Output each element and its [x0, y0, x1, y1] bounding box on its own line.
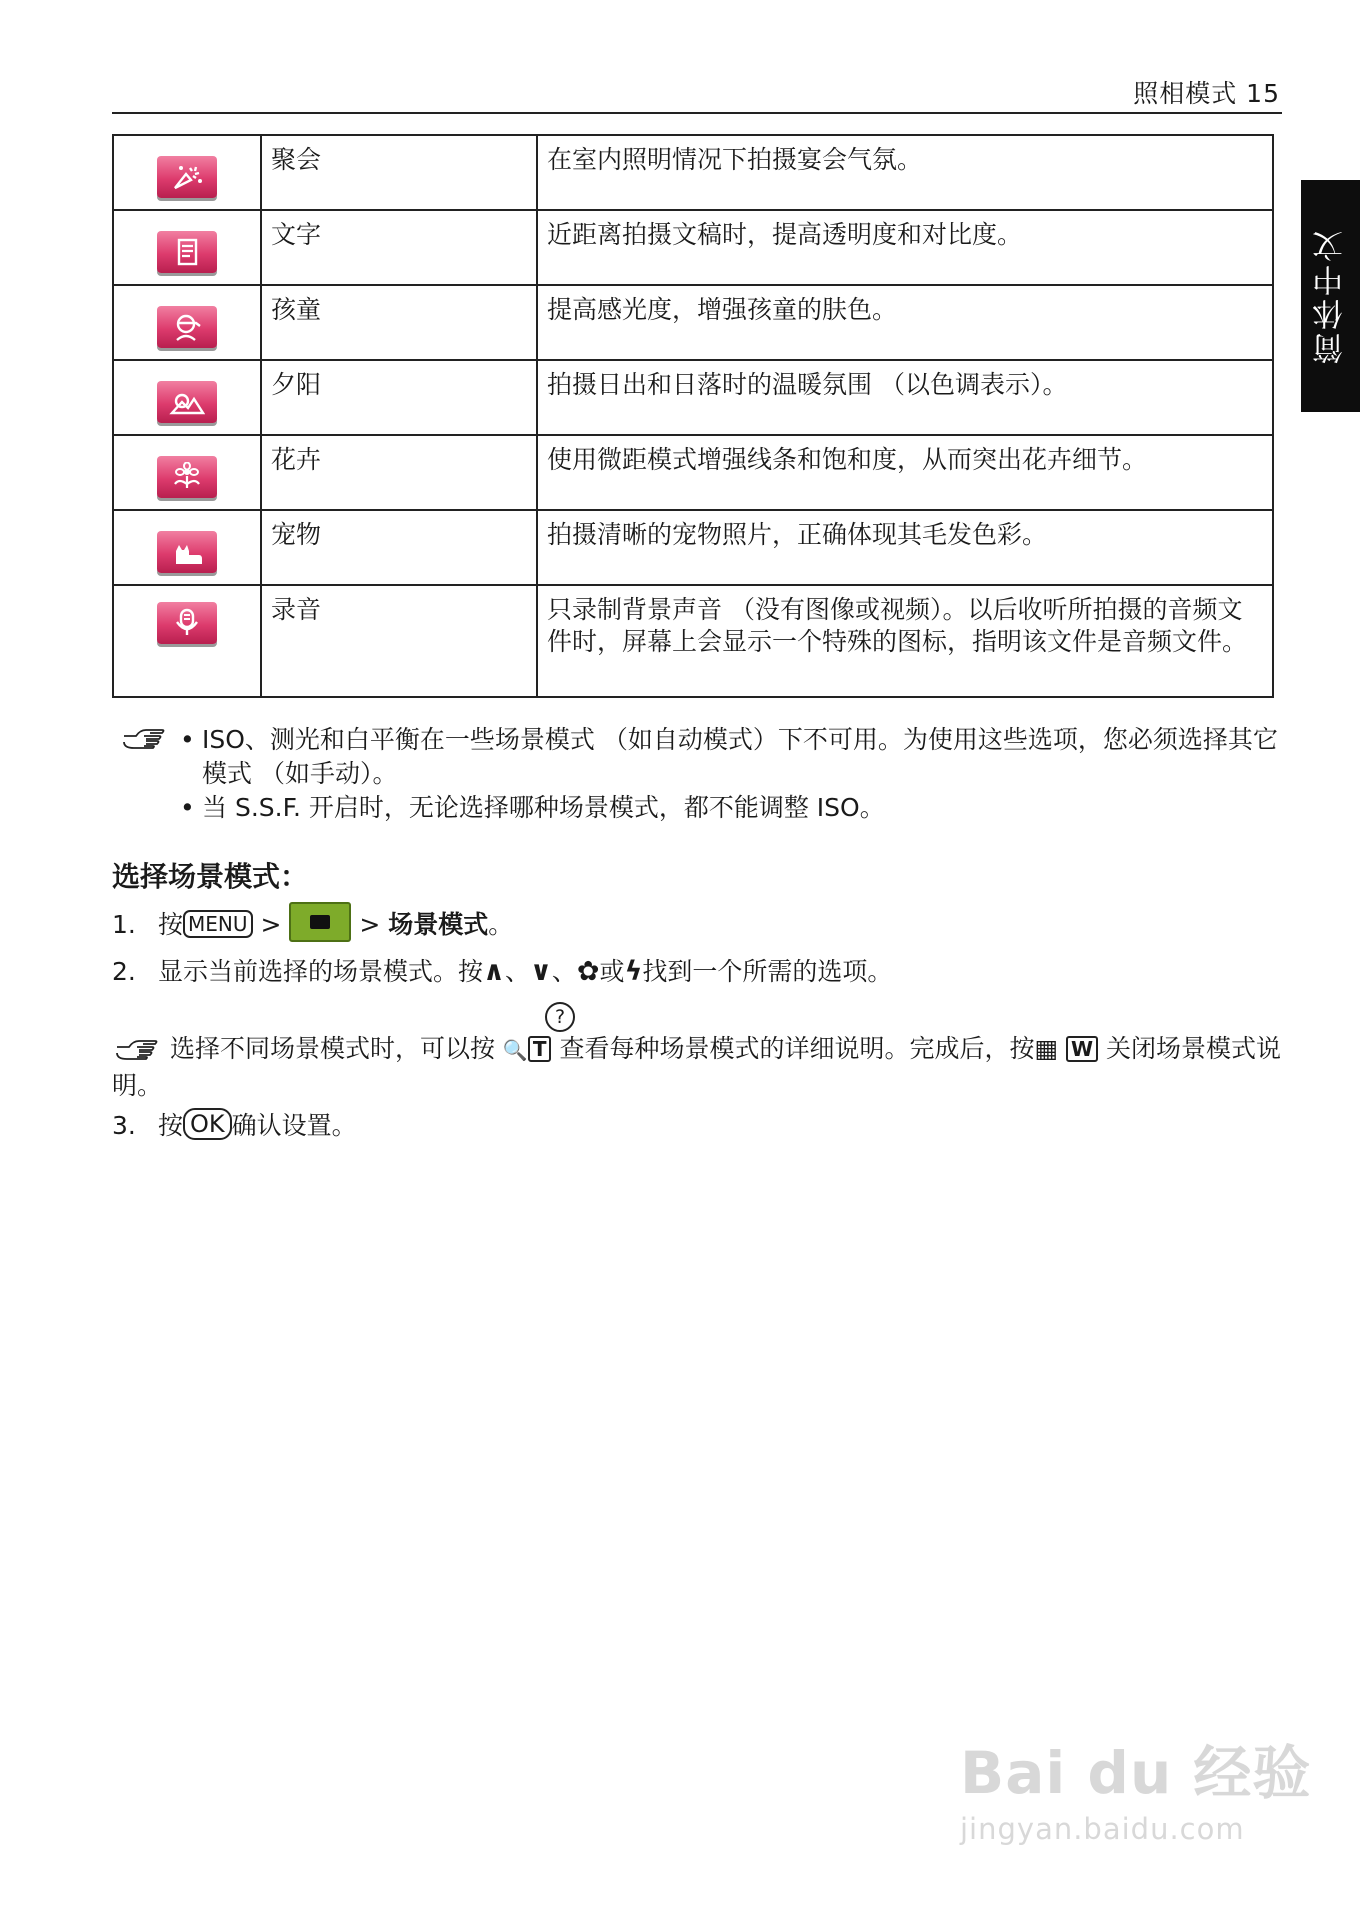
w-key-icon: W — [1066, 1036, 1098, 1062]
scene-description: 提高感光度，增强孩童的肤色。 — [537, 285, 1273, 360]
watermark-site: jingyan.baidu.com — [960, 1812, 1245, 1846]
table-row — [113, 435, 1273, 510]
flower-icon — [157, 456, 217, 498]
watermark — [960, 1726, 1311, 1846]
microphone-icon — [157, 602, 217, 644]
scene-description: 只录制背景声音 （没有图像或视频）。以后收听所拍摄的音频文件时，屏幕上会显示一个特殊的图标，指明该文件是音频文件。 — [537, 585, 1273, 697]
step-1: 1. 按 MENU > > 场景模式。 — [112, 902, 513, 943]
ok-key-icon: OK — [183, 1108, 232, 1140]
scene-name: 聚会 — [261, 135, 537, 210]
step-number: 2. — [112, 957, 136, 986]
scene-mode-target: 场景模式 — [388, 910, 489, 939]
table-row — [113, 285, 1273, 360]
party-icon — [157, 156, 217, 198]
tip-block: 选择不同场景模式时，可以按 🔍 T 查看每种场景模式的详细说明。完成后，按▦ W 关闭场景模式说明。 — [112, 1034, 1282, 1100]
step-2: 2. 显示当前选择的场景模式。按∧、∨、✿或ϟ找到一个所需的选项。 — [112, 954, 892, 990]
scene-mode-table — [112, 134, 1274, 698]
help-icon: ? — [545, 1002, 575, 1032]
note-list — [112, 723, 1282, 825]
scene-description: 近距离拍摄文稿时，提高透明度和对比度。 — [537, 210, 1273, 285]
scene-name: 宠物 — [261, 510, 537, 585]
scene-name: 花卉 — [261, 435, 537, 510]
grid-icon: ▦ — [1034, 1034, 1059, 1063]
pet-icon — [157, 531, 217, 573]
watermark-brand: Bai du 经验 — [960, 1739, 1312, 1807]
pointing-hand-icon — [122, 727, 166, 749]
zoom-icon: 🔍 — [502, 1038, 528, 1062]
sunset-icon — [157, 381, 217, 423]
scene-name: 文字 — [261, 210, 537, 285]
down-arrow-icon: ∨ — [529, 956, 552, 987]
text-icon — [157, 231, 217, 273]
scene-description: 拍摄日出和日落时的温暖氛围 （以色调表示）。 — [537, 360, 1273, 435]
scene-name: 夕阳 — [261, 360, 537, 435]
table-row — [113, 510, 1273, 585]
language-tab — [1301, 180, 1360, 412]
note-item: • 当 S.S.F. 开启时，无论选择哪种场景模式，都不能调整 ISO。 — [180, 791, 1282, 825]
camera-mode-icon — [289, 902, 351, 942]
scene-name: 孩童 — [261, 285, 537, 360]
menu-key-icon: MENU — [183, 910, 253, 938]
pointing-hand-icon — [112, 1038, 162, 1060]
language-tab-label: 简体中文 — [1313, 228, 1349, 364]
table-row — [113, 135, 1273, 210]
note-block — [112, 723, 1282, 825]
table-row — [113, 360, 1273, 435]
step-3: 3. 按 OK 确认设置。 — [112, 1108, 357, 1144]
child-icon — [157, 306, 217, 348]
scene-description: 使用微距模式增强线条和饱和度，从而突出花卉细节。 — [537, 435, 1273, 510]
table-row — [113, 210, 1273, 285]
page-header-title: 照相模式 15 — [1133, 79, 1280, 108]
scene-description: 拍摄清晰的宠物照片，正确体现其毛发色彩。 — [537, 510, 1273, 585]
up-arrow-icon: ∧ — [483, 956, 505, 987]
flash-icon: ϟ — [624, 956, 643, 987]
header-rule — [112, 112, 1282, 114]
t-key-icon: T — [528, 1036, 552, 1062]
section-heading: 选择场景模式： — [112, 860, 309, 893]
table-row — [113, 585, 1273, 697]
macro-icon: ✿ — [576, 956, 600, 987]
step-number: 3. — [112, 1111, 136, 1140]
scene-name: 录音 — [261, 585, 537, 697]
step-number: 1. — [112, 910, 136, 939]
note-item: • ISO、测光和白平衡在一些场景模式 （如自动模式）下不可用。为使用这些选项，您必须选择其它模式 （如手动）。 — [180, 723, 1282, 791]
scene-description: 在室内照明情况下拍摄宴会气氛。 — [537, 135, 1273, 210]
